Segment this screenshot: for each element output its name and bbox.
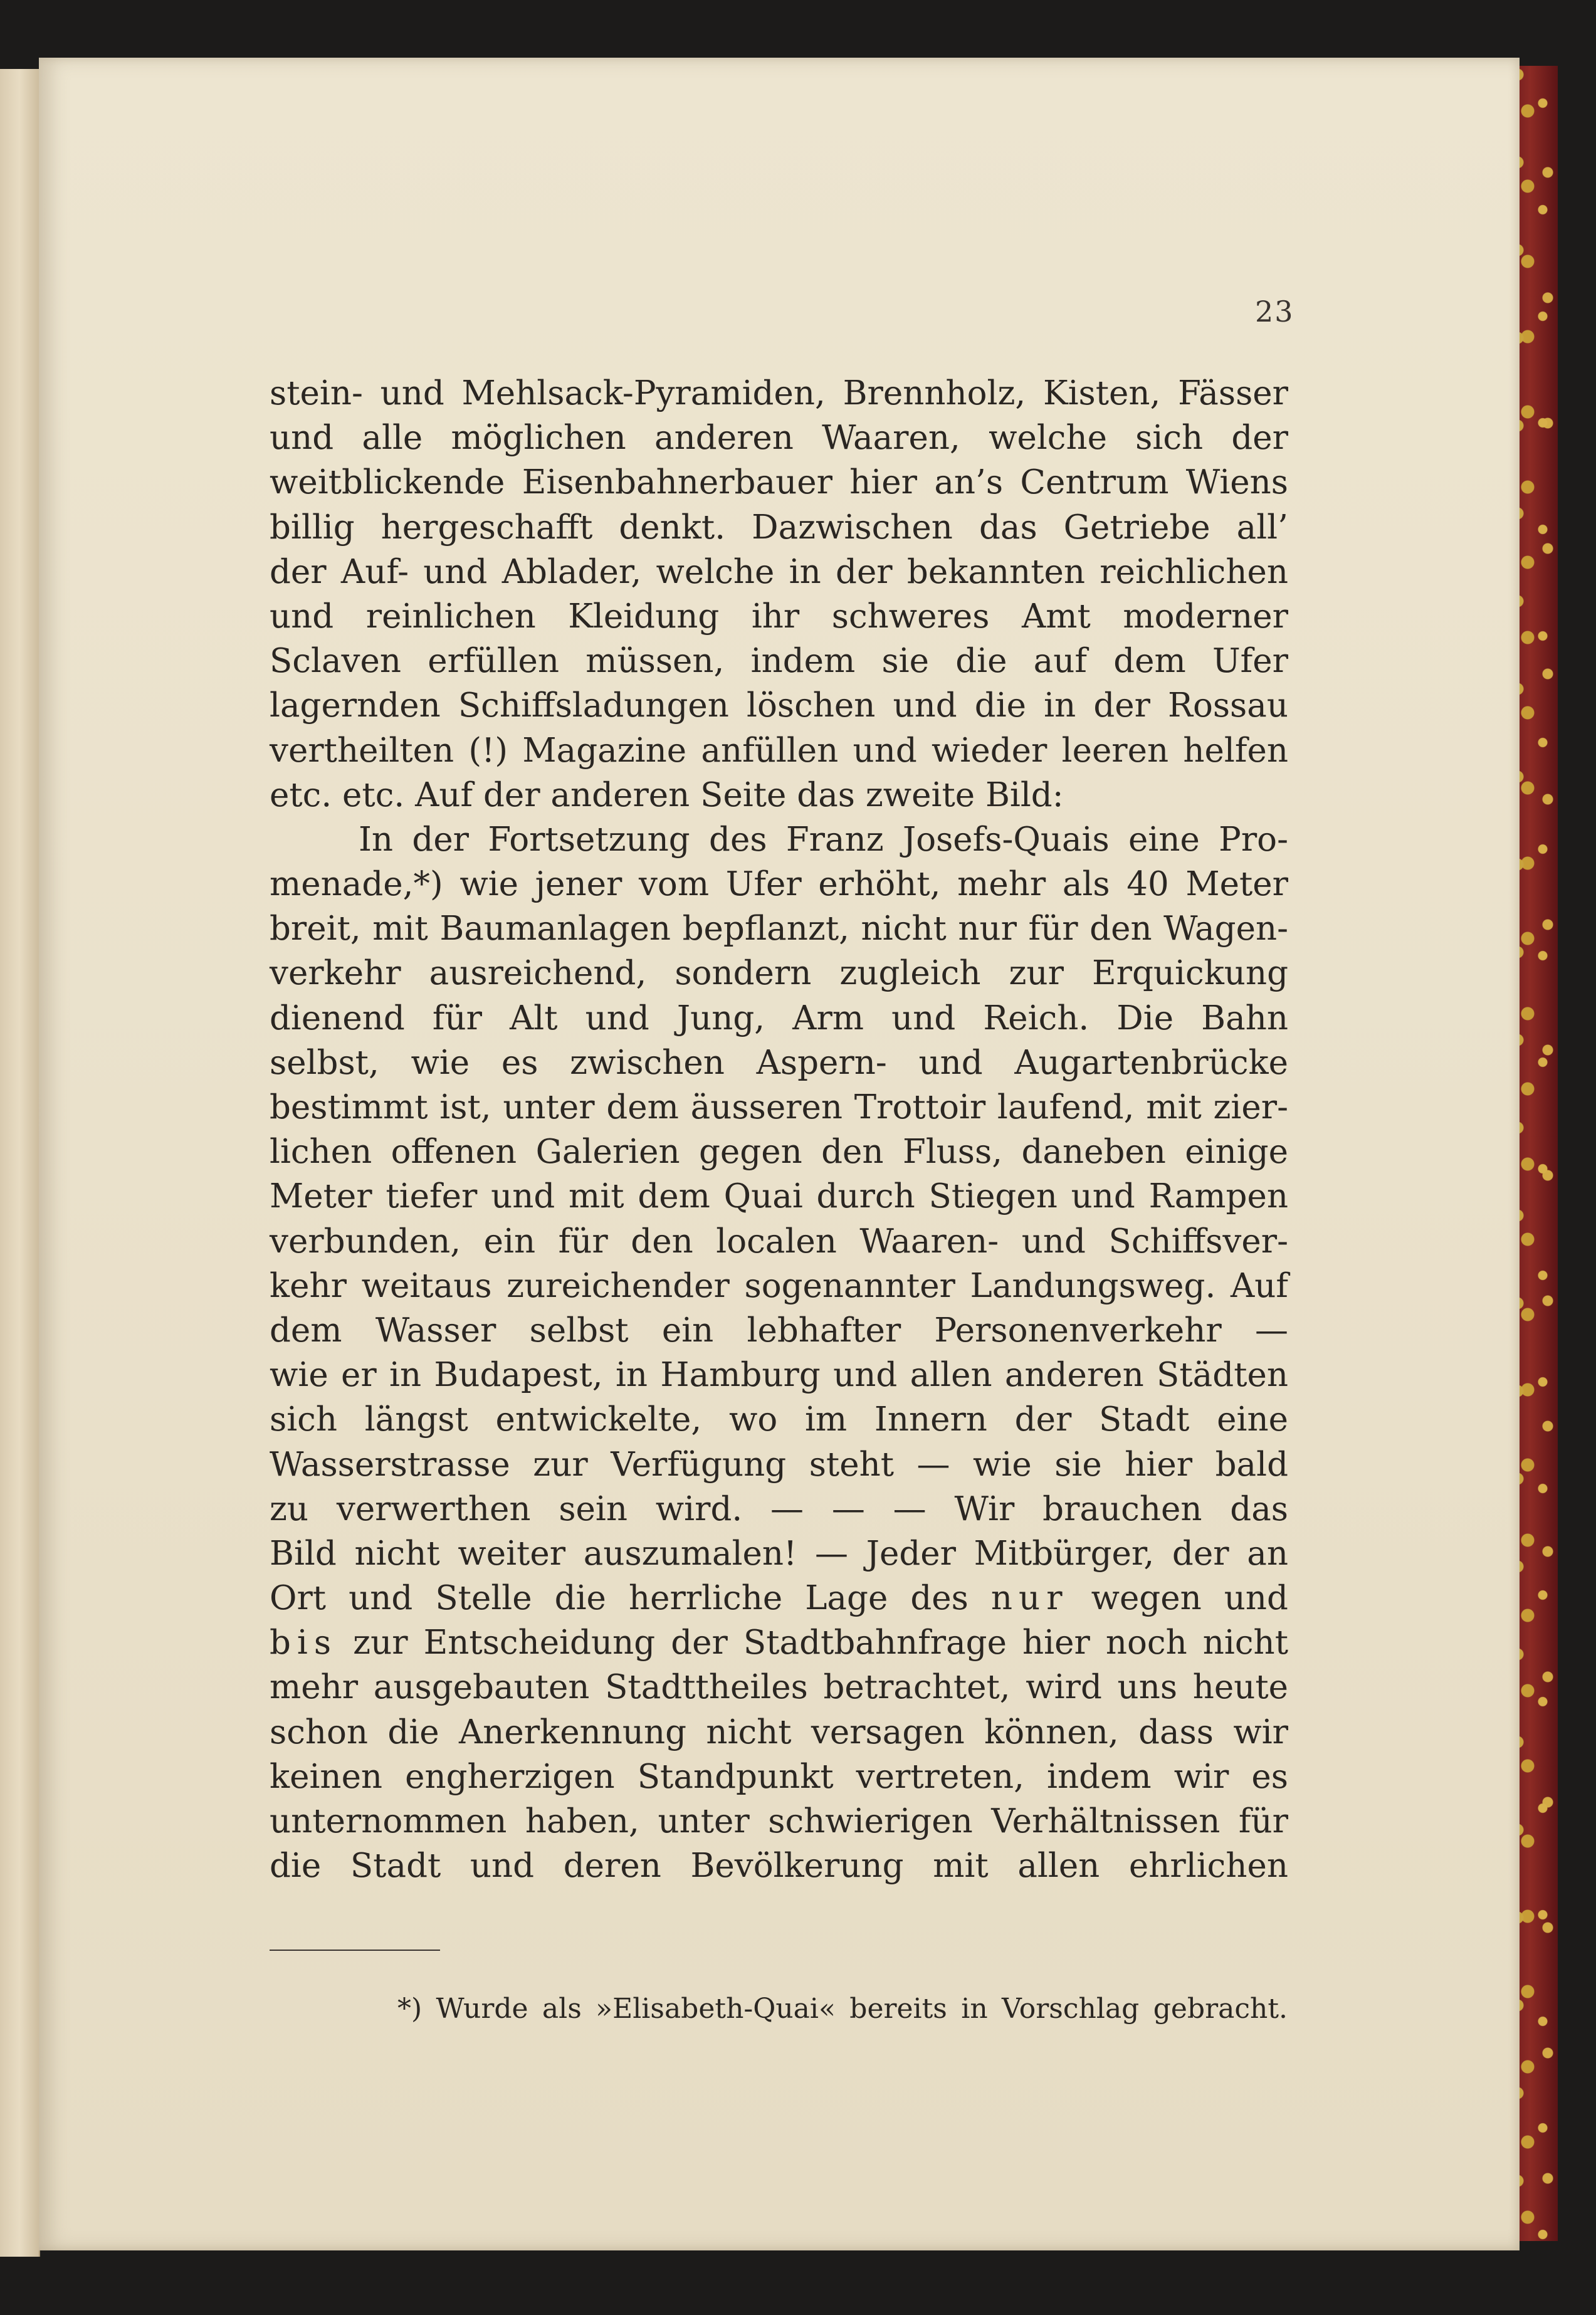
text-line: dem Wasser selbst ein lebhafter Personenverkehr — xyxy=(270,1311,1288,1350)
text-line-with-emphasis xyxy=(270,1576,1288,1620)
text-line: menade,*) wie jener vom Ufer erhöht, mehr als 40 Meter xyxy=(270,865,1288,904)
text-segment: zur Entscheidung der Stadtbahnfrage hier noch nicht xyxy=(353,1624,1288,1662)
text-line: keinen engherzigen Standpunkt vertreten, indem wir es xyxy=(270,1757,1288,1796)
text-line: schon die Anerkennung nicht versagen können, dass wir xyxy=(270,1713,1288,1751)
text-line: stein- und Mehlsack-Pyramiden, Brennholz, Kisten, Fässer xyxy=(270,374,1288,412)
text-line: billig hergeschafft denkt. Dazwischen das Getriebe all’ xyxy=(270,508,1288,547)
text-line: vertheilten (!) Magazine anfüllen und wieder leeren helfen xyxy=(270,731,1288,770)
text-line: der Auf- und Ablader, welche in der bekannten reichlichen xyxy=(270,552,1288,591)
text-line: dienend für Alt und Jung, Arm und Reich. Die Bahn xyxy=(270,999,1288,1037)
text-segment: Ort und Stelle die herrliche Lage des xyxy=(270,1579,969,1618)
footnote: *) Wurde als »Elisabeth-Quai« bereits in Vorschlag gebracht. xyxy=(397,1993,1288,2025)
text-line: etc. etc. Auf der anderen Seite das zweite Bild: xyxy=(270,775,1064,814)
text-line: lagernden Schiffsladungen löschen und die in der Rossau xyxy=(270,686,1288,725)
text-line: verbunden, ein für den localen Waaren- und Schiffsver- xyxy=(270,1222,1288,1261)
text-line: breit, mit Baumanlagen bepflanzt, nicht nur für den Wagen- xyxy=(270,910,1288,948)
body-text xyxy=(270,371,1288,1888)
text-line: Meter tiefer und mit dem Quai durch Stiegen und Rampen xyxy=(270,1177,1288,1216)
text-line: mehr ausgebauten Stadttheiles betrachtet, wird uns heute xyxy=(270,1668,1288,1707)
text-line: unternommen haben, unter schwierigen Verhältnissen für xyxy=(270,1802,1288,1840)
text-line: und alle möglichen anderen Waaren, welche sich der xyxy=(270,419,1288,458)
text-line: Bild nicht weiter auszumalen! — Jeder Mitbürger, der an xyxy=(270,1534,1288,1573)
text-line: lichen offenen Galerien gegen den Fluss, daneben einige xyxy=(270,1133,1288,1172)
text-line: verkehr ausreichend, sondern zugleich zur Erquickung xyxy=(270,954,1288,993)
page-number: 23 xyxy=(1255,295,1294,328)
text-line: bestimmt ist, unter dem äusseren Trottoir laufend, mit zier- xyxy=(270,1088,1288,1126)
text-line: kehr weitaus zureichender sogenannter Landungsweg. Auf xyxy=(270,1266,1288,1305)
emphasized-word: bis xyxy=(270,1624,338,1662)
text-line-with-emphasis xyxy=(270,1620,1288,1665)
text-line: Sclaven erfüllen müssen, indem sie die auf dem Ufer xyxy=(270,642,1288,681)
left-page-edge xyxy=(0,69,40,2257)
book-page xyxy=(39,58,1520,2250)
text-line: sich längst entwickelte, wo im Innern der Stadt eine xyxy=(270,1400,1288,1439)
footnote-divider xyxy=(270,1950,440,1951)
text-line: Wasserstrasse zur Verfügung steht — wie sie hier bald xyxy=(270,1445,1288,1484)
text-segment: wegen und xyxy=(1091,1579,1288,1618)
text-line: die Stadt und deren Bevölkerung mit allen ehrlichen xyxy=(270,1847,1288,1886)
text-line: selbst, wie es zwischen Aspern- und Augartenbrücke xyxy=(270,1043,1288,1082)
emphasized-word: nur xyxy=(990,1579,1069,1618)
text-line: zu verwerthen sein wird. — — — Wir brauchen das xyxy=(270,1489,1288,1528)
text-line: wie er in Budapest, in Hamburg und allen anderen Städten xyxy=(270,1356,1288,1395)
text-line: In der Fortsetzung des Franz Josefs-Quais eine Pro- xyxy=(359,820,1288,859)
text-line: und reinlichen Kleidung ihr schweres Amt moderner xyxy=(270,597,1288,636)
text-line: weitblickende Eisenbahnerbauer hier an’s Centrum Wiens xyxy=(270,463,1288,502)
